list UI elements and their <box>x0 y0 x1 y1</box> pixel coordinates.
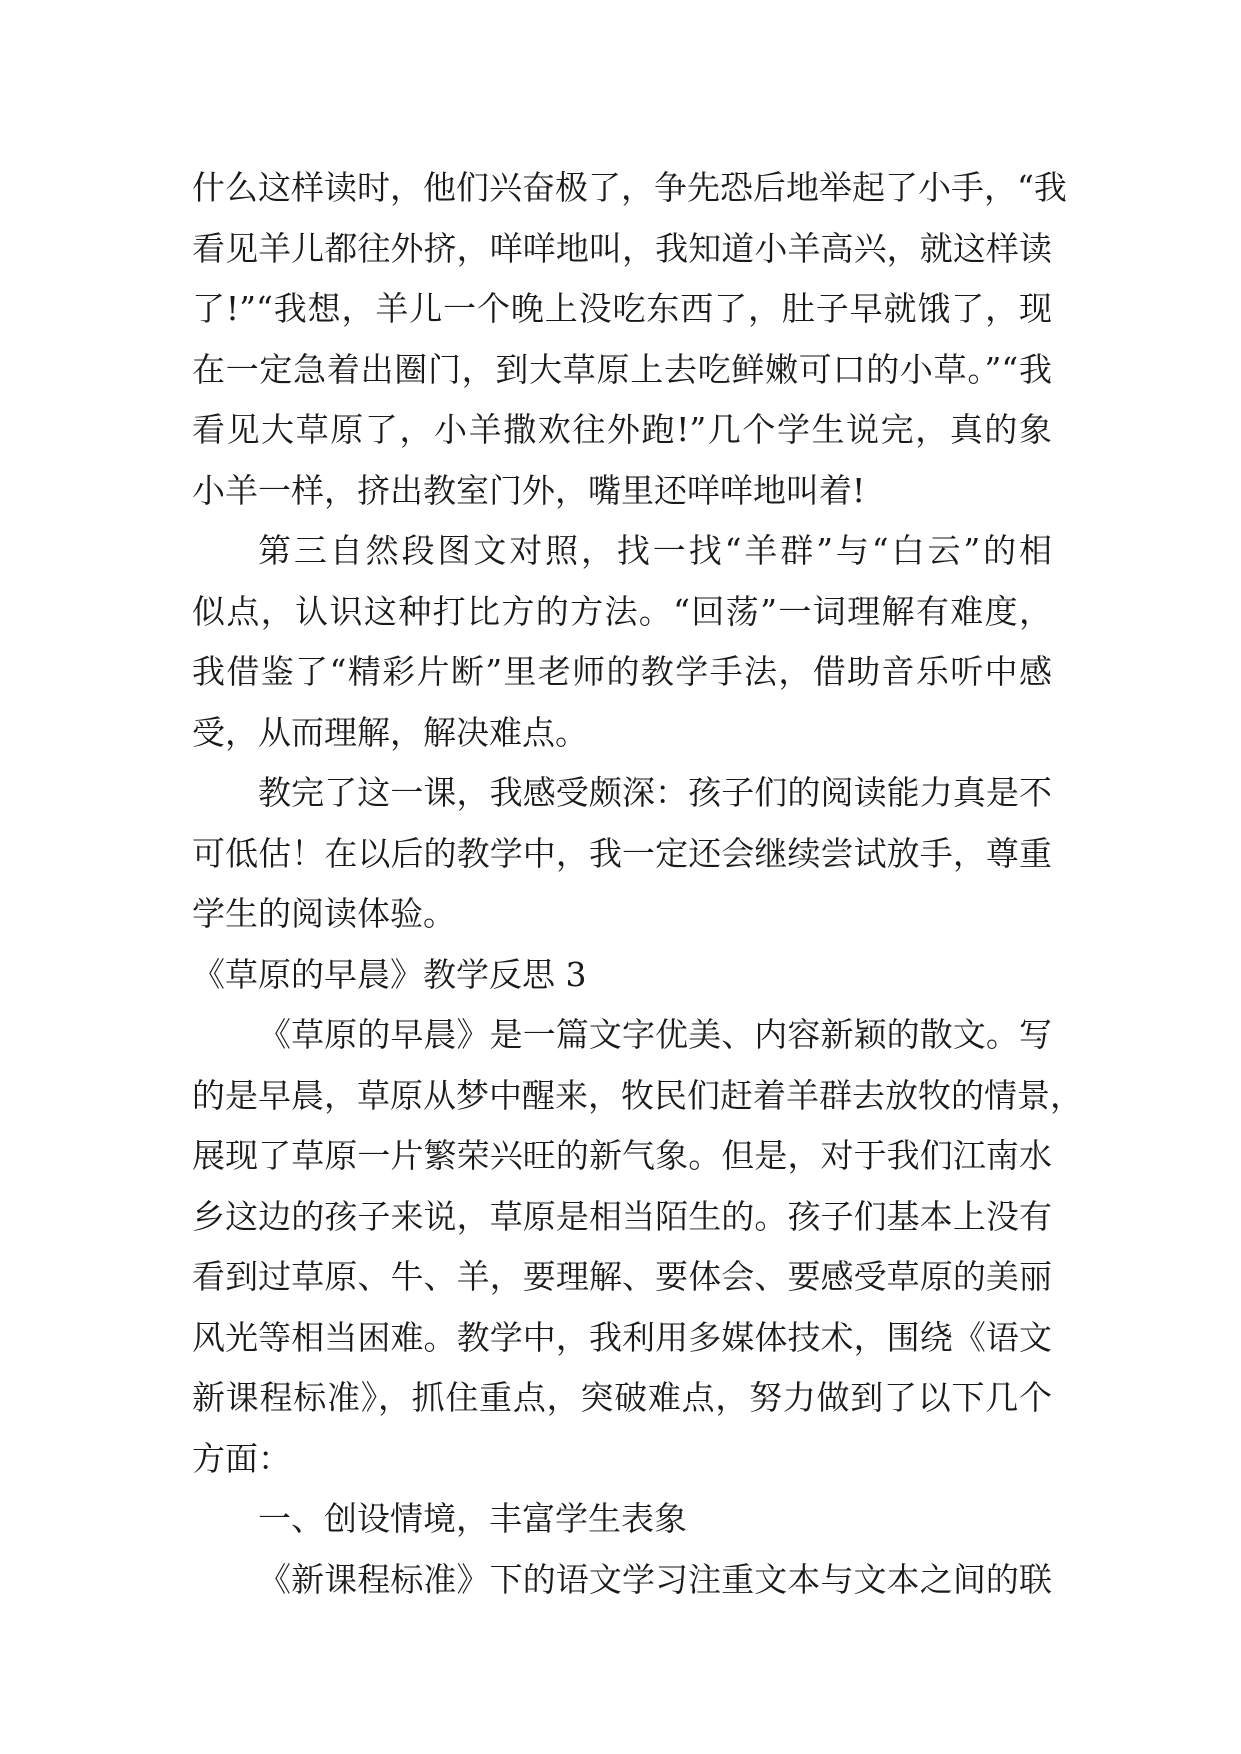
section-title <box>192 945 1052 1006</box>
text-line: 第三自然段图文对照，找一找“羊群”与“白云”的相 <box>258 531 1052 570</box>
text-line: 《草原的早晨》是一篇文字优美、内容新颖的散文。写 <box>258 1015 1052 1054</box>
text-line: 的是早晨，草原从梦中醒来，牧民们赶着羊群去放牧的情景， <box>192 1075 1083 1115</box>
text-line: 受，从而理解，解决难点。 <box>192 712 588 752</box>
text-line: 在一定急着出圈门，到大草原上去吃鲜嫩可口的小草。”“我 <box>192 349 1052 389</box>
text-line: 看到过草原、牛、羊，要理解、要体会、要感受草原的美丽 <box>192 1257 1052 1296</box>
text-line: 什么这样读时，他们兴奋极了，争先恐后地举起了小手，“我 <box>192 168 1067 207</box>
text-line: 似点，认识这种打比方的方法。“回荡”一词理解有难度， <box>192 591 1052 631</box>
text-line: 看见羊儿都往外挤，咩咩地叫，我知道小羊高兴，就这样读 <box>192 228 1052 268</box>
document-body <box>192 158 1083 1610</box>
text-line: 学生的阅读体验。 <box>192 894 456 933</box>
text-line: 小羊一样，挤出教室门外，嘴里还咩咩地叫着! <box>192 470 866 510</box>
text-line: 了!”“我想，羊儿一个晚上没吃东西了，肚子早就饿了，现 <box>192 289 1052 328</box>
paragraph <box>192 1550 1052 1611</box>
paragraph <box>192 158 1067 521</box>
text-line: 看见大草原了，小羊撒欢往外跑!”几个学生说完，真的象 <box>192 410 1052 449</box>
text-line: 教完了这一课，我感受颇深：孩子们的阅读能力真是不 <box>258 773 1052 812</box>
paragraph <box>192 1005 1083 1489</box>
text-line: 新课程标准》，抓住重点，突破难点，努力做到了以下几个 <box>192 1378 1052 1417</box>
paragraph <box>192 763 1052 945</box>
text-line: 我借鉴了“精彩片断”里老师的教学手法，借助音乐听中感 <box>192 652 1052 691</box>
paragraph <box>192 1489 1052 1550</box>
text-line: 展现了草原一片繁荣兴旺的新气象。但是，对于我们江南水 <box>192 1136 1052 1175</box>
text-line: 方面： <box>192 1438 291 1478</box>
text-line: 乡这边的孩子来说，草原是相当陌生的。孩子们基本上没有 <box>192 1196 1052 1236</box>
paragraph <box>192 521 1052 763</box>
text-line: 《新课程标准》下的语文学习注重文本与文本之间的联 <box>258 1559 1052 1599</box>
text-line: 一、创设情境，丰富学生表象 <box>258 1499 687 1538</box>
text-line: 风光等相当困难。教学中，我利用多媒体技术，围绕《语文 <box>192 1317 1052 1357</box>
section-title-text: 《草原的早晨》教学反思 3 <box>192 954 587 994</box>
text-line: 可低估！在以后的教学中，我一定还会继续尝试放手，尊重 <box>192 833 1052 873</box>
